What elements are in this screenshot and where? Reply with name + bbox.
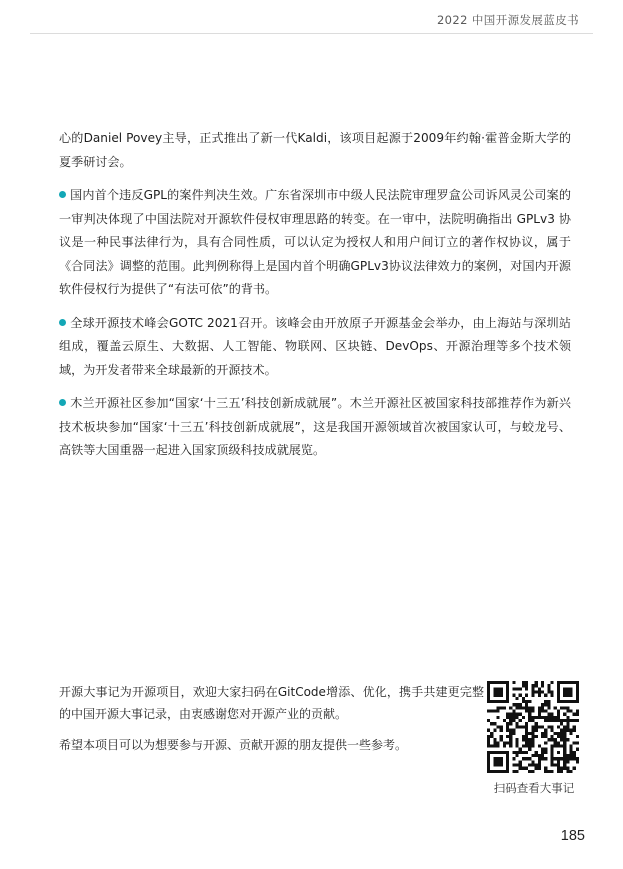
qr-caption: 扫码查看大事记 xyxy=(493,781,575,795)
main-text xyxy=(59,127,571,473)
footer-paragraph: 开源大事记为开源项目，欢迎大家扫码在GitCode增添、优化，携手共建更完整的中国开源大事记录，由衷感谢您对开源产业的贡献。 xyxy=(59,685,484,721)
list-item-text: 全球开源技术峰会GOTC 2021召开。该峰会由开放原子开源基金会举办，由上海站与深圳站组成，覆盖云原生、大数据、人工智能、物联网、区块链、DevOps、开源治理等多个技术领域，为开发者带来全球最新的开源技术。 xyxy=(59,315,571,377)
list-item xyxy=(59,312,571,383)
list-item-text: 国内首个违反GPL的案件判决生效。广东省深圳市中级人民法院审理罗盒公司诉风灵公司案的一审判决体现了中国法院对开源软件侵权审理思路的转变。在一审中，法院明确指出 GPLv3 协议是一种民事法律行为，具有合同性质，可以认定为授权人和用户间订立的著作权协议，属于《合同法》调整的范围。此判例称得上是国内首个明确GPLv3协议法律效力的案例，对国内开源软件侵权行为提供了“有法可依”的背书。 xyxy=(59,188,571,296)
bullet-dot-icon xyxy=(59,191,66,198)
qr-code-icon[interactable] xyxy=(487,681,579,773)
bullet-dot-icon xyxy=(59,319,66,326)
continuation-paragraph: 心的Daniel Povey主导，正式推出了新一代Kaldi，该项目起源于2009年约翰·霍普金斯大学的夏季研讨会。 xyxy=(59,131,571,169)
list-item xyxy=(59,392,571,463)
footer-paragraph: 希望本项目可以为想要参与开源、贡献开源的朋友提供一些参考。 xyxy=(59,738,408,752)
list-item xyxy=(59,184,571,302)
footer-note xyxy=(59,681,484,765)
page-number: 185 xyxy=(560,828,585,844)
bullet-dot-icon xyxy=(59,399,66,406)
list-item-text: 木兰开源社区参加“国家‘十三五’科技创新成就展”。木兰开源社区被国家科技部推荐作为新兴技术板块参加“国家‘十三五’科技创新成就展”，这是我国开源领域首次被国家认可，与蛟龙号、高铁等大国重器一起进入国家顶级科技成就展览。 xyxy=(59,396,571,457)
running-header: 2022 中国开源发展蓝皮书 xyxy=(436,13,579,27)
header-divider xyxy=(30,33,593,34)
